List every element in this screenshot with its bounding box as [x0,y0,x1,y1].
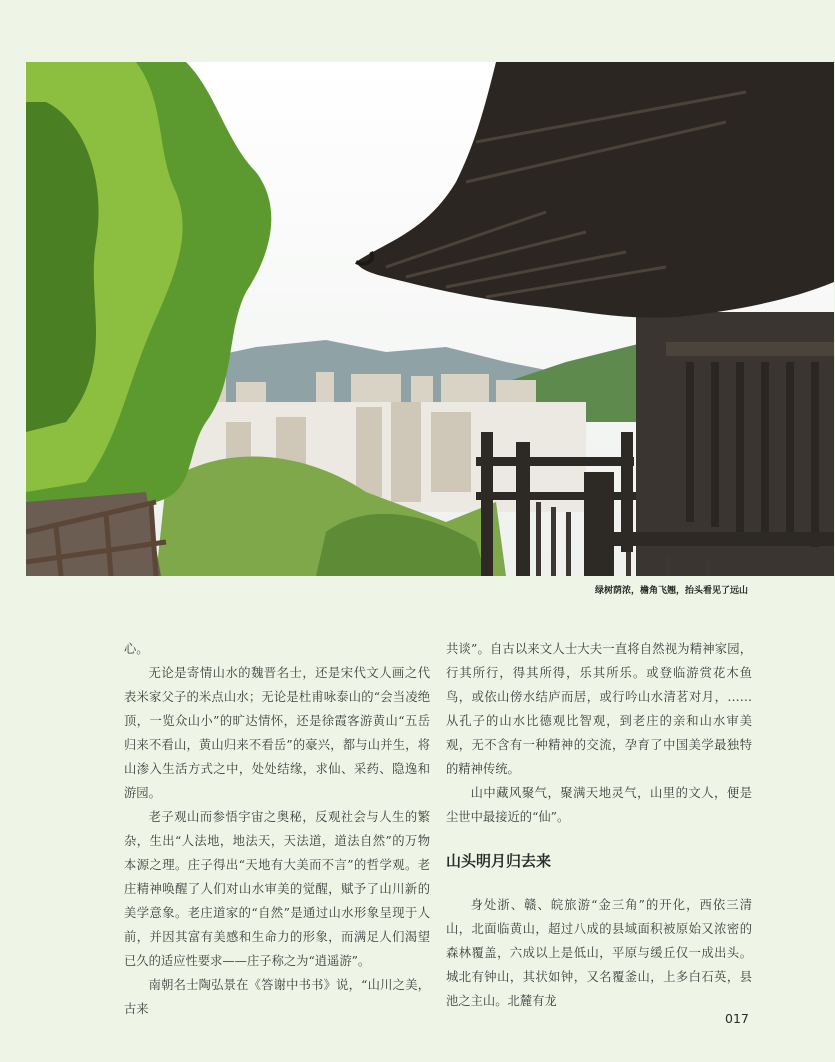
article-paragraph: 南朝名士陶弘景在《答谢中书书》说，“山川之美，古来 [124,978,430,1016]
hero-photo [26,62,834,576]
section-title: 山头明月归去来 [446,852,552,870]
article-right-column [446,637,752,1013]
article-paragraph: 身处浙、赣、皖旅游“金三角”的开化，西依三清山，北面临黄山，超过八成的县域面积被原始又浓密的森林覆盖，六成以上是低山，平原与缓丘仅一成出头。城北有钟山，其状如钟，又名覆釜山，上多白石英，县池之主山。北麓有龙 [446,898,752,1008]
article-paragraph: 老子观山而参悟宇宙之奥秘，反观社会与人生的繁杂，生出“人法地，地法天，天法道，道法自然”的万物本源之理。庄子得出“天地有大美而不言”的哲学观。老庄精神唤醒了人们对山水审美的觉醒，赋予了山川新的美学意象。老庄道家的“自然”是通过山水形象呈现于人前，并因其富有美感和生命力的形象，而满足人们渴望已久的适应性要求——庄子称之为“逍遥游”。 [124,810,430,968]
article-paragraph: 共谈”。自古以来文人士大夫一直将自然视为精神家园，行其所行，得其所得，乐其所乐。或登临游赏花木鱼鸟，或依山傍水结庐而居，或行吟山水清茗对月，……从孔子的山水比德观比智观，到老庄的亲和山水审美观，无不含有一种精神的交流，孕育了中国美学最独特的精神传统。 [446,642,752,776]
article-left-column [124,637,430,1021]
temple-eaves-landscape-image [26,62,834,576]
photo-caption: 绿树荫浓，檐角飞翘，抬头看见了远山 [594,586,748,596]
article-paragraph: 无论是寄情山水的魏晋名士，还是宋代文人画之代表米家父子的米点山水；无论是杜甫咏泰山的“会当凌绝顶，一览众山小”的旷达情怀，还是徐霞客游黄山“五岳归来不看山，黄山归来不看岳”的豪兴，都与山并生，将山渗入生活方式之中，处处结缘，求仙、采药、隐逸和游园。 [124,666,430,800]
page-number: 017 [725,1011,749,1026]
article-paragraph: 心。 [124,642,149,656]
article-paragraph: 山中藏风聚气，聚满天地灵气，山里的文人，便是尘世中最接近的“仙”。 [446,786,752,824]
